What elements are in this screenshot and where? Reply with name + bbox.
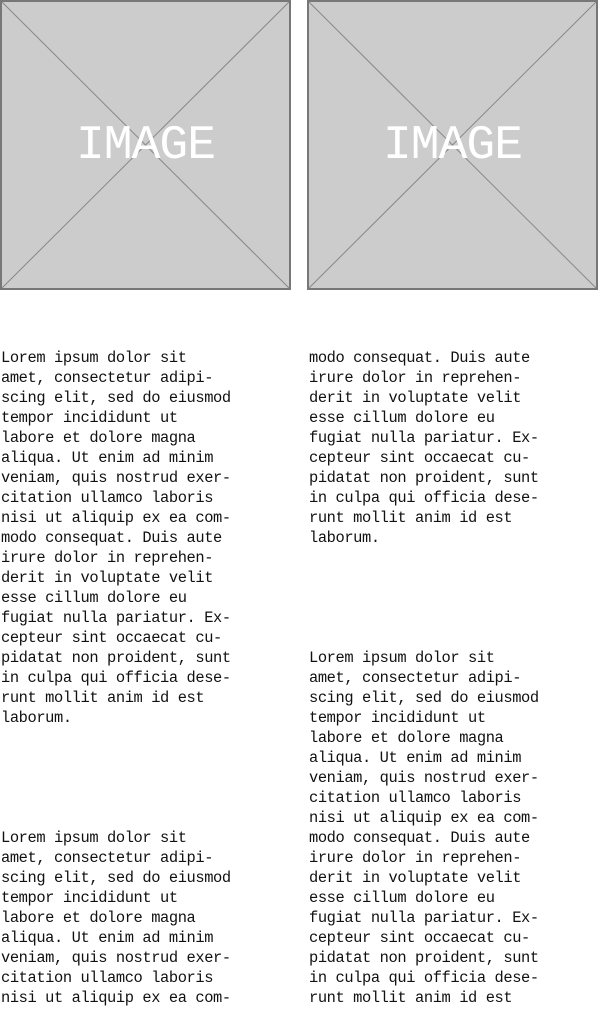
paragraph-gap: [1, 768, 294, 788]
image-placeholder-left: [0, 0, 291, 290]
paragraph-gap: [309, 588, 602, 608]
image-placeholder-label: IMAGE: [382, 119, 523, 173]
text-column-left: [1, 308, 294, 1007]
text-column-right: [309, 308, 602, 1007]
paragraph: Lorem ipsum dolor sit amet, consectetur adipi- scing elit, sed do eiusmod tempor incididunt ut labore et dolore magna aliqua. Ut enim ad minim veniam, quis nostrud exer- citation ullamco laboris nisi ut aliquip ex ea com- modo consequat. Duis aute irure dolor in reprehen- derit in voluptate velit esse cillum dolore eu fugiat nulla pariatur. Ex- cepteur sint occaecat cu- pidatat non proident, sunt in culpa qui officia dese- runt mollit anim id est: [309, 649, 539, 1007]
paragraph: modo consequat. Duis aute irure dolor in reprehen- derit in voluptate velit esse cillum dolore eu fugiat nulla pariatur. Ex- cepteur sint occaecat cu- pidatat non proident, sunt in culpa qui officia dese- runt mollit anim id est laborum.: [309, 349, 539, 547]
paragraph: Lorem ipsum dolor sit amet, consectetur adipi- scing elit, sed do eiusmod tempor incididunt ut labore et dolore magna aliqua. Ut enim ad minim veniam, quis nostrud exer- citation ullamco laboris nisi ut aliquip ex ea com-: [1, 829, 231, 1007]
paragraph: Lorem ipsum dolor sit amet, consectetur adipi- scing elit, sed do eiusmod tempor incididunt ut labore et dolore magna aliqua. Ut enim ad minim veniam, quis nostrud exer- citation ullamco laboris nisi ut aliquip ex ea com- modo consequat. Duis aute irure dolor in reprehen- derit in voluptate velit esse cillum dolore eu fugiat nulla pariatur. Ex- cepteur sint occaecat cu- pidatat non proident, sunt in culpa qui officia dese- runt mollit anim id est laborum.: [1, 349, 231, 727]
image-placeholder-right: [307, 0, 598, 290]
image-placeholder-label: IMAGE: [75, 119, 216, 173]
